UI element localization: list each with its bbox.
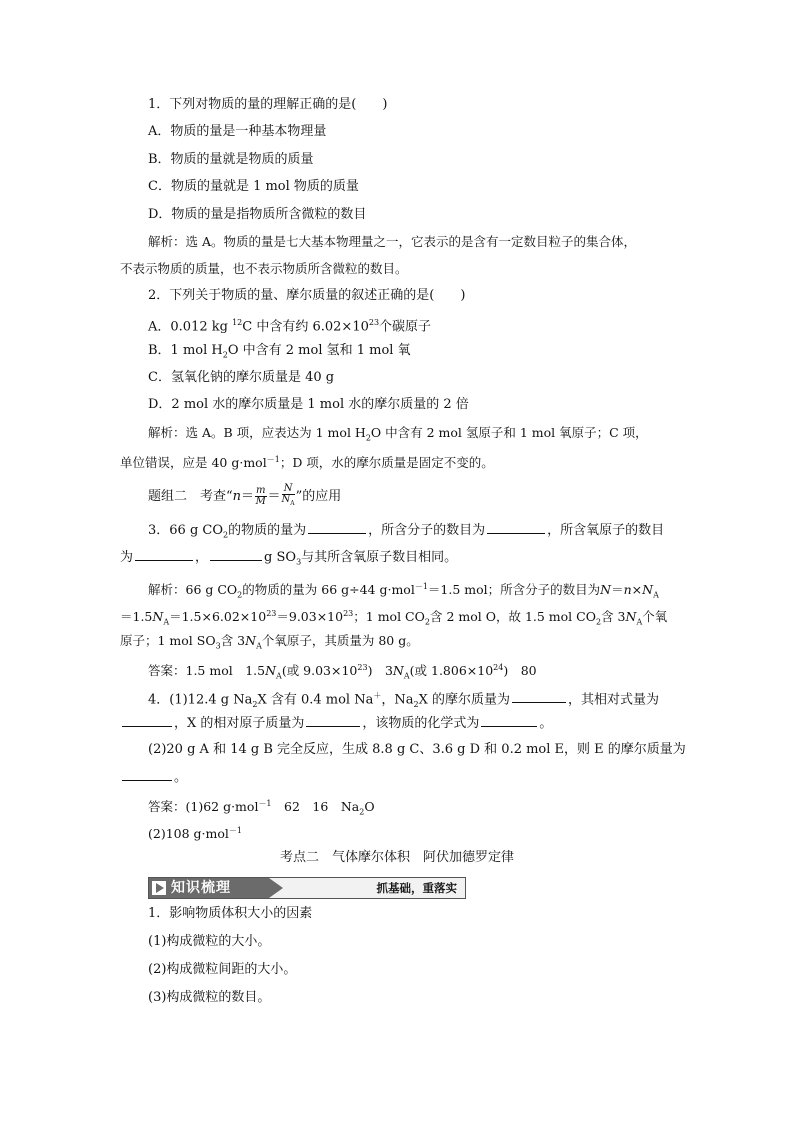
answer-blank (481, 714, 537, 727)
answer-blank (122, 768, 172, 781)
q3-analysis-line2: $=1.5N_A=1.5\times 6.02\times 10^{23}=9.03\times 10^{23}$；1 mol $CO_2$含 2 mol O，故 1.5 mol $CO_2$含 $3N_A$个氧 (120, 609, 668, 627)
q1-option-a: A．物质的量是一种基本物理量 (148, 124, 327, 139)
q2-stem: 2．下列关于物质的量、摩尔质量的叙述正确的是( ) (148, 288, 466, 303)
fraction-N-over-NA: $\frac{N}{N_A}$ (281, 483, 295, 507)
q2-option-a: A．0.012 kg $^{12}$C 中含有约 $6.02\times 10^{23}$个碳原子 (148, 318, 432, 335)
q2-option-b: B．1 mol $H_2O$ 中含有 2 mol 氢和 1 mol 氧 (148, 343, 411, 360)
q4-answer-2: (2)108 g·mol$^{-1}$ (148, 826, 242, 842)
q2-option-d: D．2 mol 水的摩尔质量是 1 mol 水的摩尔质量的 2 倍 (148, 397, 469, 412)
section-point-1-2: (2)构成微粒间距的大小。 (148, 962, 297, 977)
q2-analysis-line1: 解析：选 A。B 项，应表达为 1 mol $H_2O$ 中含有 2 mol 氢原子和 1 mol 氧原子；C 项， (148, 425, 648, 443)
q2-option-c: C．氢氧化钠的摩尔质量是 40 g (148, 370, 335, 385)
q4-line1: 4．(1)12.4 g $Na_2X$ 含有 0.4 mol Na＋，$Na_2X$ 的摩尔质量为 ，其相对式量为 (148, 691, 659, 709)
section-title: 考点二 气体摩尔体积 阿伏加德罗定律 (279, 850, 514, 865)
q3-line2: 为 ， g $SO_3$与其所含氧原子数目相同。 (120, 550, 458, 567)
q4-line2: ，X 的相对原子质量为 ，该物质的化学式为 。 (120, 714, 552, 733)
banner-left-block (149, 878, 269, 898)
banner-label: 知识梳理 (171, 880, 231, 896)
q1-stem: 1．下列对物质的量的理解正确的是( ) (148, 97, 388, 112)
section-point-1-1: (1)构成微粒的大小。 (148, 934, 271, 949)
q3-analysis-line3: 原子；1 mol $SO_3$含 $3N_A$个氧原子，其质量为 80 g。 (120, 633, 419, 651)
q1-option-c: C．物质的量就是 1 mol 物质的质量 (148, 179, 359, 194)
q3-answer: 答案：1.5 mol $1.5N_A$(或 $9.03\times 10^{23}$) $3N_A$(或 $1.806\times 10^{24}$) 80 (148, 663, 537, 681)
banner-tagline: 抓基础，重落实 (376, 881, 457, 895)
group2-heading: 题组二 考查“n＝ $\frac{m}{M}$ ＝ $\frac{N}{N_A}$ ”的应用 (148, 483, 342, 507)
q1-option-b: B．物质的量就是物质的质量 (148, 152, 314, 167)
section-point-1-3: (3)构成微粒的数目。 (148, 990, 271, 1005)
answer-blank (306, 714, 360, 727)
fraction-m-over-M: $\frac{m}{M}$ (255, 485, 266, 507)
answer-blank (512, 690, 566, 703)
q1-analysis-line2: 不表示物质的质量，也不表示物质所含微粒的数目。 (120, 261, 408, 276)
q2-analysis-line2: 单位错误，应是 40 g·mol$^{-1}$；D 项，水的摩尔质量是固定不变的。 (120, 455, 494, 471)
q4-line4: 。 (120, 768, 187, 787)
q1-analysis-line1: 解析：选 A。物质的量是七大基本物理量之一，它表示的是含有一定数目粒子的集合体， (148, 234, 637, 249)
answer-blank (210, 548, 262, 561)
answer-blank (308, 521, 366, 534)
q1-option-d: D．物质的量是指物质所含微粒的数目 (148, 207, 367, 222)
play-arrow-icon (152, 881, 166, 895)
q4-line3: (2)20 g A 和 14 g B 完全反应，生成 8.8 g C、3.6 g D 和 0.2 mol E，则 E 的摩尔质量为 (148, 742, 686, 757)
section-point-1: 1．影响物质体积大小的因素 (148, 906, 313, 921)
q4-answer-1: 答案：(1)62 g·mol$^{-1}$ 62 16 $Na_2O$ (148, 799, 375, 817)
q3-analysis-line1: 解析：66 g $CO_2$的物质的量为 66 g÷44 g·mol$^{-1}$＝1.5 mol；所含分子的数目为$N=n\times N_A$ (148, 582, 659, 600)
answer-blank (487, 521, 545, 534)
answer-blank (135, 548, 193, 561)
q3-line1: 3．66 g $CO_2$的物质的量为 ，所含分子的数目为 ，所含氧原子的数目 (148, 523, 665, 540)
answer-blank (122, 714, 172, 727)
knowledge-banner (148, 877, 466, 899)
